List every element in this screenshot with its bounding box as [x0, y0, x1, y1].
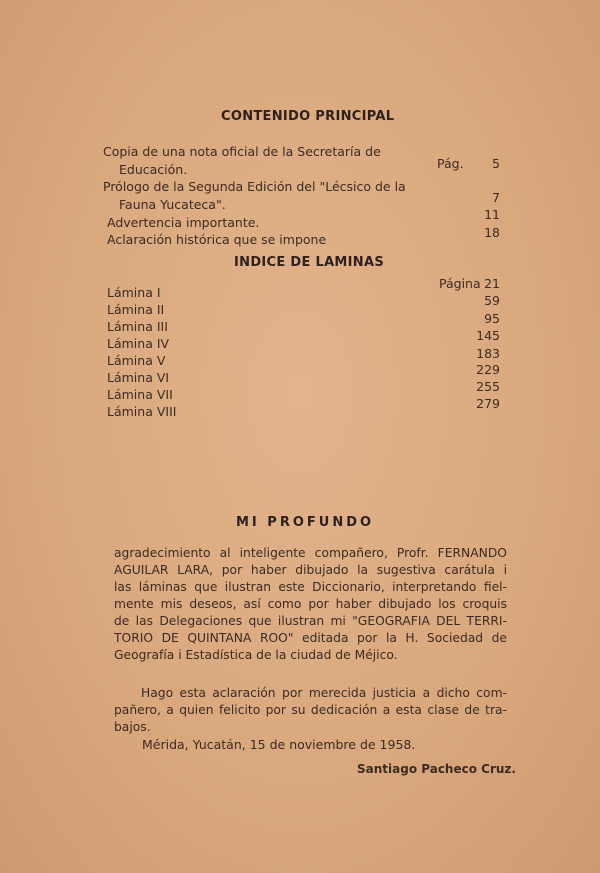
agradecimiento-title: MI PROFUNDO [236, 515, 375, 530]
lamina-label: Lámina VIII [107, 404, 177, 419]
contenido-entry-1-line-1: Copia de una nota oficial de la Secretaría de [103, 144, 381, 159]
contenido-entry-4-page: 18 [484, 225, 500, 240]
aclaracion-paragraph [114, 685, 507, 736]
paragraph-line: de las Delegaciones que ilustran mi "GEOGRAFIA DEL TERRI- [114, 614, 507, 628]
lamina-page: 183 [476, 346, 500, 361]
lamina-page: 279 [476, 396, 500, 411]
lamina-label: Lámina II [107, 302, 165, 317]
lamina-label: Lámina V [107, 353, 166, 368]
paragraph-line: mente mis deseos, así como por haber dibujado los croquis [114, 597, 507, 611]
contenido-entry-3: Advertencia importante. [107, 215, 260, 230]
indice-pagina-label: Página [439, 276, 481, 291]
paragraph-line: TORIO DE QUINTANA ROO" editada por la H. Sociedad de [114, 631, 507, 645]
paragraph-line: las láminas que ilustran este Diccionario, interpretando fiel- [114, 580, 507, 594]
lamina-page: 229 [476, 362, 500, 377]
contenido-entry-2-page: 7 [492, 190, 500, 205]
lamina-page: 95 [484, 311, 500, 326]
contenido-entry-4: Aclaración histórica que se impone [107, 232, 327, 247]
paragraph-line: pañero, a quien felicito por su dedicación a esta clase de tra- [114, 703, 507, 717]
lamina-label: Lámina VII [107, 387, 173, 402]
agradecimiento-paragraph [114, 545, 507, 664]
contenido-title: CONTENIDO PRINCIPAL [221, 109, 395, 124]
lamina-label: Lámina III [107, 319, 168, 334]
contenido-entry-1-line-2: Educación. [119, 162, 188, 177]
lamina-label: Lámina I [107, 285, 161, 300]
contenido-entry-3-page: 11 [484, 207, 500, 222]
paragraph-line: agradecimiento al inteligente compañero, Profr. FERNANDO [114, 546, 507, 560]
lamina-label: Lámina VI [107, 370, 170, 385]
lamina-page: 145 [476, 328, 500, 343]
place-date: Mérida, Yucatán, 15 de noviembre de 1958. [142, 737, 416, 752]
lamina-page: 21 [484, 276, 500, 291]
lamina-page: 255 [476, 379, 500, 394]
contenido-entry-2-line-2: Fauna Yucateca". [119, 197, 226, 212]
paragraph-line: bajos. [114, 720, 151, 734]
lamina-page: 59 [484, 293, 500, 308]
paragraph-line: Geografía i Estadística de la ciudad de Méjico. [114, 648, 398, 662]
signature: Santiago Pacheco Cruz. [357, 762, 516, 776]
paragraph-line: AGUILAR LARA, por haber dibujado la sugestiva carátula i [114, 563, 507, 577]
contenido-entry-2-line-1: Prólogo de la Segunda Edición del "Lécsico de la [103, 179, 406, 194]
contenido-pag-label: Pág. [437, 156, 464, 171]
lamina-label: Lámina IV [107, 336, 170, 351]
contenido-entry-1-page: 5 [492, 156, 500, 171]
indice-title: INDICE DE LAMINAS [234, 255, 385, 270]
paragraph-line: Hago esta aclaración por merecida justicia a dicho com- [141, 686, 507, 700]
